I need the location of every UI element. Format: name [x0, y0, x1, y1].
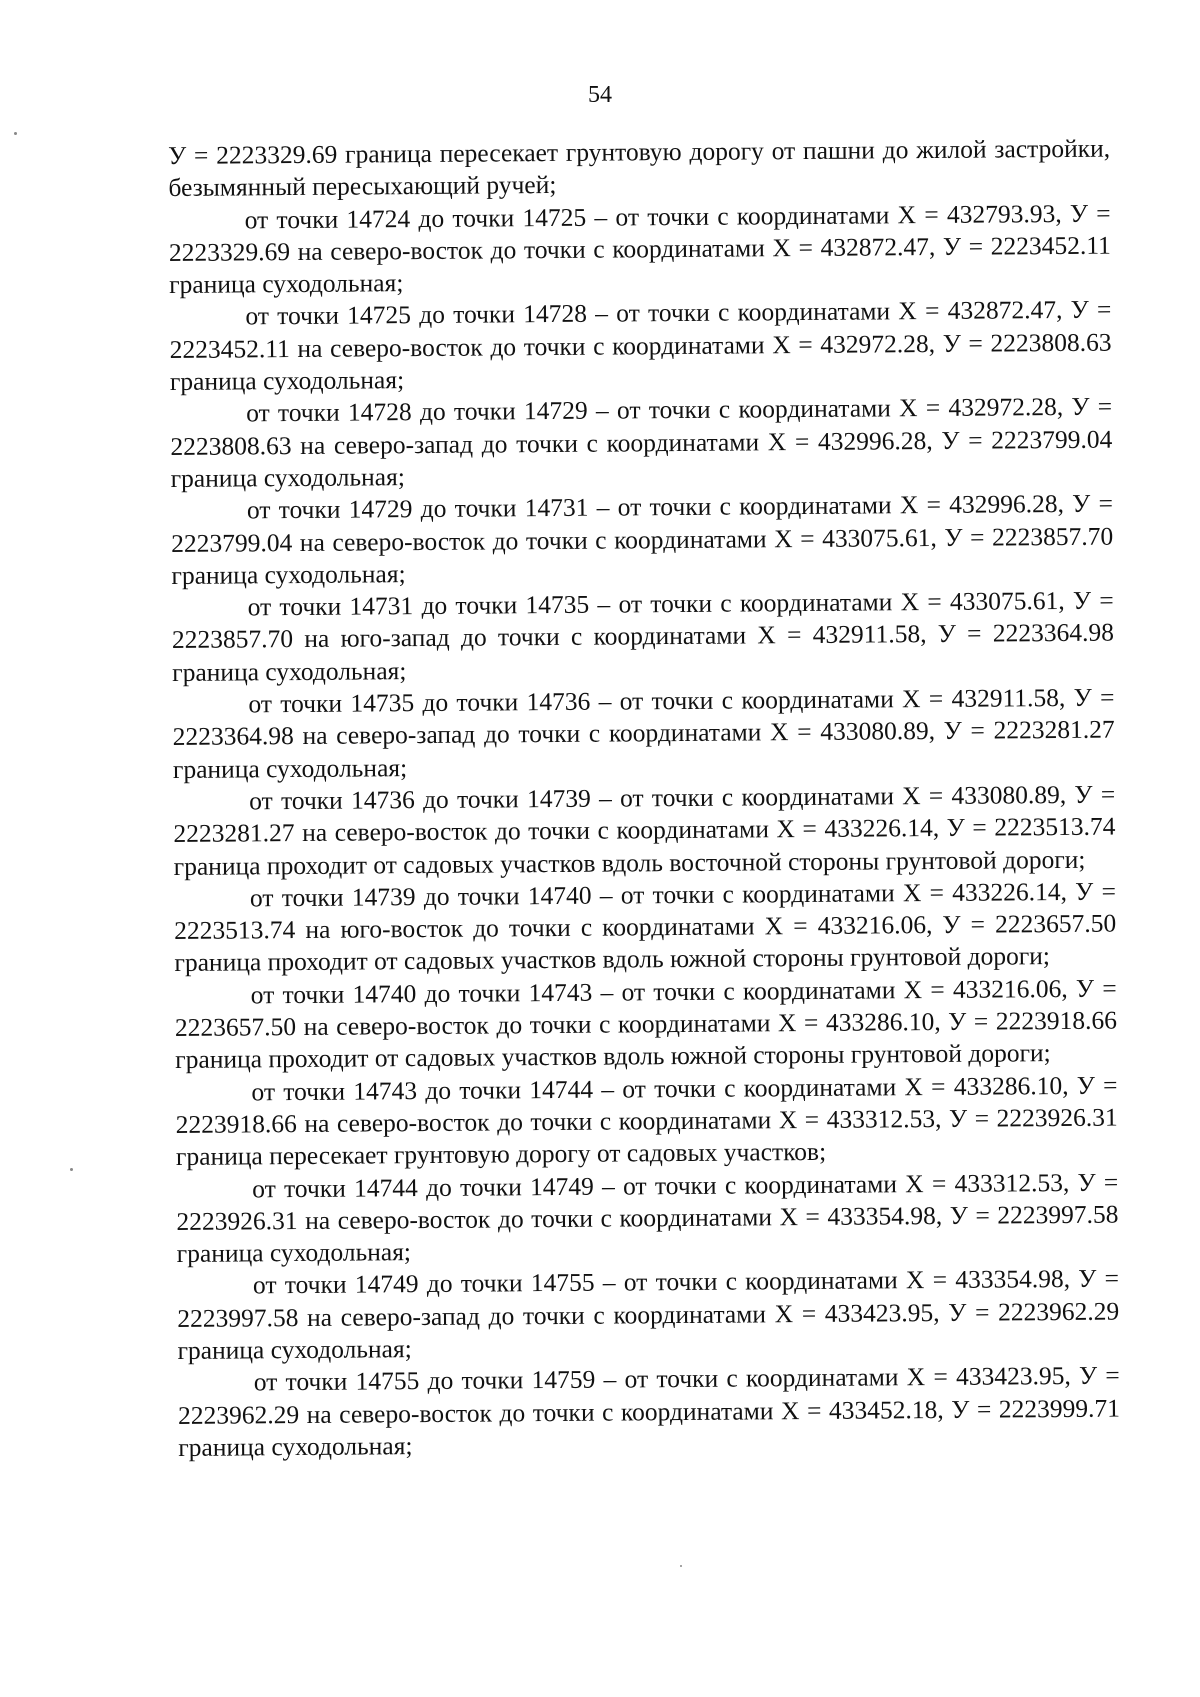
paragraph-segment-14736-14739: от точки 14736 до точки 14739 – от точки с координатами Х = 433080.89, У = 2223281.27 на северо-восток до точки с координатами Х = 433226.14, У = 2223513.74 граница проходит от садовых участков вдоль восточной стороны грунтовой дороги; [173, 779, 1116, 881]
paragraph-segment-14744-14749: от точки 14744 до точки 14749 – от точки с координатами Х = 433312.53, У = 2223926.31 на северо-восток до точки с координатами Х = 433354.98, У = 2223997.58 граница суходольная; [176, 1167, 1119, 1269]
scan-speck [70, 1168, 73, 1171]
paragraph-segment-14740-14743: от точки 14740 до точки 14743 – от точки с координатами Х = 433216.06, У = 2223657.50 на северо-восток до точки с координатами Х = 433286.10, У = 2223918.66 граница проходит от садовых участков вдоль южной стороны грунтовой дороги; [174, 973, 1118, 1075]
scan-speck [680, 1565, 682, 1567]
paragraph-segment-14724-14725: от точки 14724 до точки 14725 – от точки с координатами Х = 432793.93, У = 2223329.69 на северо-восток до точки с координатами Х = 432872.47, У = 2223452.11 граница суходольная; [168, 198, 1111, 300]
scan-speck [14, 132, 17, 135]
page-number: 54 [588, 82, 612, 108]
paragraph-segment-14729-14731: от точки 14729 до точки 14731 – от точки с координатами Х = 432996.28, У = 2223799.04 на северо-восток до точки с координатами Х = 433075.61, У = 2223857.70 граница суходольная; [171, 488, 1114, 590]
paragraph-segment-14735-14736: от точки 14735 до точки 14736 – от точки с координатами Х = 432911.58, У = 2223364.98 на северо-запад до точки с координатами Х = 433080.89, У = 2223281.27 граница суходольная; [172, 682, 1115, 784]
paragraph-continuation: У = 2223329.69 граница пересекает грунтовую дорогу от пашни до жилой застройки, безымянный пересыхающий ручей; [168, 133, 1111, 203]
paragraph-segment-14739-14740: от точки 14739 до точки 14740 – от точки с координатами Х = 433226.14, У = 2223513.74 на юго-восток до точки с координатами Х = 433216.06, У = 2223657.50 граница проходит от садовых участков вдоль южной стороны грунтовой дороги; [174, 876, 1117, 978]
paragraph-segment-14731-14735: от точки 14731 до точки 14735 – от точки с координатами Х = 433075.61, У = 2223857.70 на юго-запад до точки с координатами Х = 432911.58, У = 2223364.98 граница суходольная; [171, 585, 1115, 687]
paragraph-segment-14725-14728: от точки 14725 до точки 14728 – от точки с координатами Х = 432872.47, У = 2223452.11 на северо-восток до точки с координатами Х = 432972.28, У = 2223808.63 граница суходольная; [169, 295, 1112, 397]
document-body [168, 133, 1120, 1465]
paragraph-segment-14728-14729: от точки 14728 до точки 14729 – от точки с координатами Х = 432972.28, У = 2223808.63 на северо-запад до точки с координатами Х = 432996.28, У = 2223799.04 граница суходольная; [170, 391, 1113, 493]
paragraph-segment-14743-14744: от точки 14743 до точки 14744 – от точки с координатами Х = 433286.10, У = 2223918.66 на северо-восток до точки с координатами Х = 433312.53, У = 2223926.31 граница пересекает грунтовую дорогу от садовых участков; [175, 1070, 1118, 1172]
paragraph-segment-14749-14755: от точки 14749 до точки 14755 – от точки с координатами Х = 433354.98, У = 2223997.58 на северо-запад до точки с координатами Х = 433423.95, У = 2223962.29 граница суходольная; [177, 1263, 1120, 1365]
paragraph-segment-14755-14759: от точки 14755 до точки 14759 – от точки с координатами Х = 433423.95, У = 2223962.29 на северо-восток до точки с координатами Х = 433452.18, У = 2223999.71 граница суходольная; [177, 1360, 1121, 1462]
